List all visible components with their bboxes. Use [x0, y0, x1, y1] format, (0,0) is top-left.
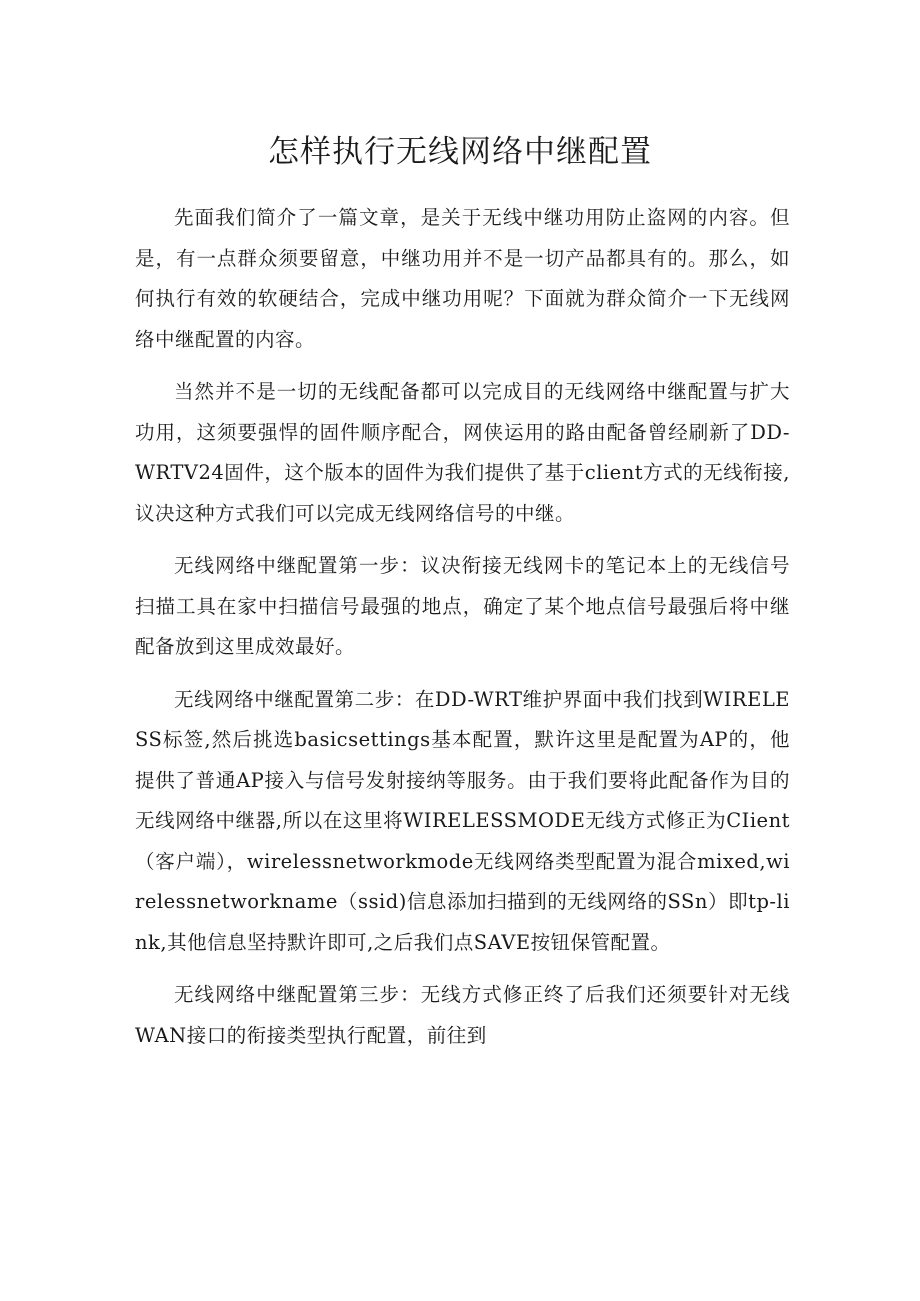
document-body	[135, 198, 790, 1068]
document-title: 怎样执行无线网络中继配置	[268, 134, 652, 170]
paragraph-1: 先面我们简介了一篇文章，是关于无线中继功用防止盗网的内容。但是，有一点群众须要留意，中继功用并不是一切产品都具有的。那么，如何执行有效的软硬结合，完成中继功用呢？下面就为群众简介一下无线网络中继配置的内容。	[135, 206, 790, 351]
paragraph-5: 无线网络中继配置第三步：无线方式修正终了后我们还须要针对无线WAN接口的衔接类型执行配置，前往到	[135, 983, 790, 1047]
paragraph-4: 无线网络中继配置第二步：在DD-WRT维护界面中我们找到WIRELESS标签,然后挑选basicsettings基本配置，默许这里是配置为AP的，他提供了普通AP接入与信号发射接纳等服务。由于我们要将此配备作为目的无线网络中继器,所以在这里将WIRELESSMODE无线方式修正为CIient（客户端），wirelessnetworkmode无线网络类型配置为混合mixed,wirelessnetworkname（ssid)信息添加扫描到的无线网络的SSn）即tp-link,其他信息坚持默许即可,之后我们点SAVE按钮保管配置。	[135, 687, 790, 954]
paragraph-3: 无线网络中继配置第一步：议决衔接无线网卡的笔记本上的无线信号扫描工具在家中扫描信号最强的地点，确定了某个地点信号最强后将中继配备放到这里成效最好。	[135, 554, 790, 658]
paragraph-2: 当然并不是一切的无线配备都可以完成目的无线网络中继配置与扩大功用，这须要强悍的固件顺序配合，网侠运用的路由配备曾经刷新了DD-WRTV24固件，这个版本的固件为我们提供了基于client方式的无线衔接,议决这种方式我们可以完成无线网络信号的中继。	[135, 380, 790, 525]
